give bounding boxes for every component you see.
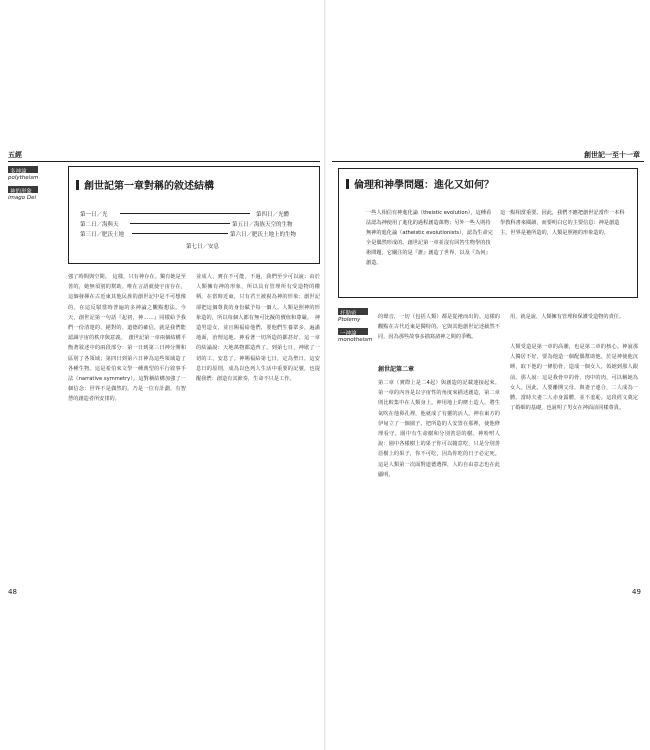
- left-body-column-1: 強了時間與空間。 這樣，只有神存在。獨有她是至善的，她無須別的幫助。唯在言語就使宇宙存在，這個發揮在古近東其他民族的創世記中是不可想像的。在這反駁當時普遍的多神論之觀點想法。今天，創世記第一句話『起初，神……』同樣給予我們一份清楚的、絕對的、道德的確信，就是我們能認識宇宙的秩序與意義。 創世記第一章兩個結構平衡著敘述中的兩段部分：第一日到第三日神分開和區別了各領域；第四日到第六日神為這些領域造了各種生物。這是希伯來文學一種典型的平行敘事手法（narrative symmetry）。這對稱結構加強了一個信念：世界不是偶然的，乃是一位有計劃、有智慧的創造者所安排的。: [68, 274, 186, 403]
- book-gutter: [324, 0, 326, 750]
- ethics-box-column-1: 一些人相信有神進化論（theistic evolution），這種看法認為神使用了進化的過程創造萬物；另外一些人則持無神的進化論（atheistic evolutionists），認為生命完全是偶然形成的。創世記第一章並沒有回答生物學的技術問題，它關注的是『誰』創造了世界，以及『為何』創造。: [366, 210, 493, 266]
- diagram-connector: [130, 223, 230, 224]
- left-body-column-2: 並成人，實在不可能。不過，我們至少可以說：由於人類擁有神的形象，所以具有管理所有受造物的權柄。在當時近東，只有君王被視為神的形象；創世記卻把這個尊貴的身份賦予每一個人。人類是照神的形象造的，所以每個人都有無可比擬的價值和尊嚴。 神造男造女，並且賜福給他們，要他們生養眾多，遍滿地面，治理這地。神看著一切所造的都甚好。這一章的結論說：天地萬物都造齊了。到第七日，神歇了一切的工，安息了。神賜福給第七日，定為聖日。這安息日的原則，成為以色列人生活中重要的記號，也提醒我們：創造有其節奏，生命不只是工作。: [196, 274, 320, 383]
- right-body-column-2: 人類受造是第一章的高潮，也是第二章的核心。神說那人獨居不好，要為他造一個配偶幫助他。於是神使他沉睡，取下他的一條肋骨，造成一個女人，領她到那人跟前。那人說：這是我骨中的骨，肉中的肉，可以稱她為女人。因此，人要離開父母，與妻子連合，二人成為一體。當時夫妻二人赤身露體，並不羞恥。這段經文奠定了婚姻的基礎，也說明了男女在神面前同樣尊貴。: [510, 344, 638, 412]
- gloss-english: polytheism: [8, 175, 39, 181]
- diagram-bottom: 第七日／安息: [186, 244, 220, 250]
- left-header-rule: [8, 161, 320, 162]
- gloss-english: imago Dei: [8, 195, 37, 201]
- right-body-column-2-top: 用，就是說，人類擁有管理和保護受造物的責任。: [510, 314, 625, 320]
- gloss-term: 多神論: [10, 169, 27, 175]
- gloss-english: Ptolemy: [338, 317, 361, 323]
- diagram-right-2: 第五日／海族天空的生物: [232, 222, 293, 228]
- section-heading: 創世記第二章: [378, 366, 415, 373]
- right-running-header: 創世記一至十一章: [584, 151, 640, 159]
- gloss-term: 一神論: [340, 331, 357, 337]
- diagram-left-3: 第三日／肥沃土地: [80, 232, 125, 238]
- diagram-right-3: 第六日／肥沃土地上的生物: [230, 232, 297, 238]
- diagram-connector: [120, 213, 250, 214]
- gloss-term: 神的形象: [10, 189, 33, 195]
- right-page-number: 49: [632, 588, 641, 596]
- diagram-right-1: 第四日／光體: [256, 212, 290, 218]
- structure-box-title: 創世記第一章對稱的敘述結構: [76, 177, 214, 192]
- left-page-number: 48: [8, 588, 17, 596]
- right-intro-paragraph: 的聲音，一切（包括人類）都是從衪而出的。這樣的觀點在古代近東是獨特的。它與其他創世記述截然不同，因為那些故事多描寫諸神之間的爭戰。: [378, 314, 500, 341]
- right-body-column-1: 第二章（實際上是二4起）與創造的記載連接起來。第一章的內容是以宇宙性的角度來描述創造，第二章則比較集中在人類身上。神用地上的塵土造人，將生氣吹在他鼻孔裡，他就成了有靈的活人。神在東方的伊甸立了一個園子，把所造的人安置在那裡，使他修理看守。園中有生命樹和分別善惡的樹。神吩咐人說：園中各樣樹上的果子你可以隨意吃，只是分別善惡樹上的果子，你不可吃，因為你吃的日子必定死。這是人類第一次面對道德選擇，人的自由意志也在此顯明。: [378, 380, 500, 478]
- diagram-left-2: 第二日／海與天: [80, 222, 119, 228]
- gloss-term: 托勒密: [340, 311, 357, 317]
- left-running-header: 五經: [8, 151, 22, 159]
- diagram-connector: [132, 233, 228, 234]
- gloss-english: monotheism: [338, 337, 373, 343]
- right-header-rule: [332, 161, 644, 162]
- diagram-left-1: 第一日／光: [80, 212, 108, 218]
- ethics-box-column-2: 這一點相當重要。因此，我們不應把創世記當作一本科學教科書來閱讀，而要明白它的主要信息：神是創造主，世界是祂所造的，人類是照祂的形象造的。: [500, 210, 625, 236]
- ethics-box-title: 倫理和神學問題：進化又如何？: [346, 176, 494, 191]
